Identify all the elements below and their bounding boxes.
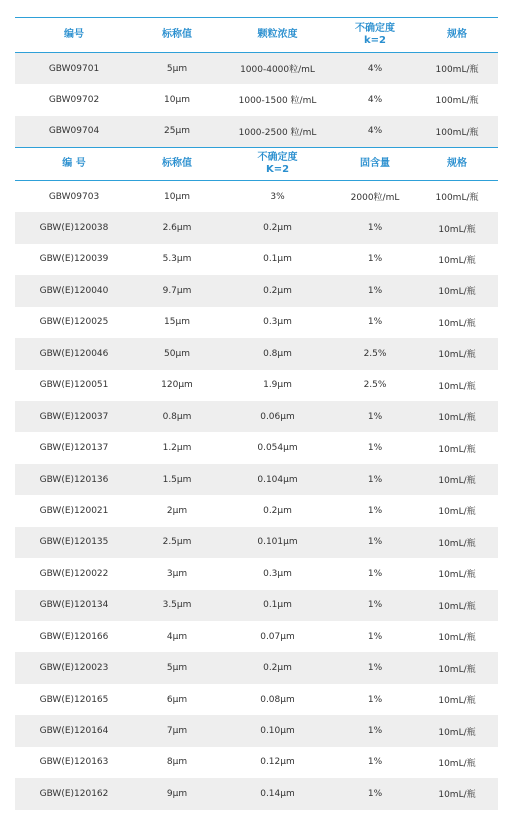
table-row — [15, 652, 498, 683]
cell-nominal: 5.3μm — [162, 254, 192, 265]
cell-nominal: 2.6μm — [162, 223, 192, 234]
cell-spec: 10mL/瓶 — [438, 476, 476, 487]
cell-nominal: 3.5μm — [162, 600, 192, 611]
table-row — [15, 181, 498, 212]
cell-col4: 1% — [367, 285, 383, 296]
cell-col4: 2.5% — [363, 380, 387, 391]
cell-col4: 1% — [367, 568, 383, 579]
cell-nominal: 0.8μm — [162, 411, 192, 422]
cell-col4: 4% — [367, 126, 383, 137]
table-row — [15, 116, 498, 147]
cell-spec: 10mL/瓶 — [438, 444, 476, 455]
cell-col4: 2.5% — [363, 348, 387, 359]
header-code: 编号 — [64, 29, 84, 40]
cell-code: GBW(E)120023 — [39, 663, 109, 674]
cell-code: GBW(E)120163 — [39, 757, 109, 768]
cell-spec: 10mL/瓶 — [438, 601, 476, 612]
table-row — [15, 212, 498, 243]
cell-code: GBW(E)120162 — [39, 788, 109, 799]
header-spec: 规格 — [447, 29, 467, 40]
cell-nominal: 15μm — [164, 317, 190, 328]
cell-nominal: 25μm — [164, 126, 190, 137]
cell-col3: 0.8μm — [263, 348, 292, 359]
cell-col4: 1% — [367, 411, 383, 422]
table-row — [15, 715, 498, 746]
cell-col3: 0.2μm — [263, 223, 292, 234]
cell-code: GBW(E)120134 — [39, 600, 109, 611]
table-row — [15, 747, 498, 778]
cell-nominal: 7μm — [166, 726, 188, 737]
cell-col4: 1% — [367, 223, 383, 234]
table-row — [15, 370, 498, 401]
cell-col3: 0.1μm — [263, 254, 292, 265]
cell-col3: 0.10μm — [260, 726, 295, 737]
cell-col3: 0.054μm — [257, 443, 298, 454]
header-spec: 规格 — [447, 157, 467, 169]
cell-col3: 0.2μm — [263, 285, 292, 296]
cell-spec: 10mL/瓶 — [438, 318, 476, 329]
cell-col3: 0.2μm — [263, 663, 292, 674]
table-row — [15, 432, 498, 463]
cell-spec: 100mL/瓶 — [435, 193, 479, 204]
cell-col4: 1% — [367, 254, 383, 265]
cell-col3: 1.9μm — [263, 380, 292, 391]
table-row — [15, 527, 498, 558]
cell-spec: 10mL/瓶 — [438, 413, 476, 424]
cell-nominal: 1.5μm — [162, 474, 192, 485]
cell-col3: 0.101μm — [257, 537, 298, 548]
header-concentration: 颗粒浓度 — [257, 29, 298, 40]
table-row — [15, 307, 498, 338]
cell-spec: 100mL/瓶 — [435, 65, 479, 76]
table-row — [15, 590, 498, 621]
cell-code: GBW(E)120164 — [39, 726, 109, 737]
cell-nominal: 9.7μm — [162, 285, 192, 296]
cell-nominal: 120μm — [161, 380, 193, 391]
cell-col3: 0.08μm — [260, 694, 295, 705]
cell-code: GBW(E)120037 — [39, 411, 109, 422]
cell-code: GBW09703 — [48, 191, 100, 202]
cell-code: GBW(E)120165 — [39, 694, 109, 705]
table-row — [15, 275, 498, 306]
cell-col3: 0.07μm — [260, 631, 295, 642]
cell-spec: 10mL/瓶 — [438, 790, 476, 801]
cell-col4: 1% — [367, 788, 383, 799]
table-row — [15, 778, 498, 809]
cell-code: GBW(E)120022 — [39, 568, 109, 579]
cell-spec: 10mL/瓶 — [438, 727, 476, 738]
cell-spec: 10mL/瓶 — [438, 224, 476, 235]
cell-col3: 1000-1500 粒/mL — [238, 96, 317, 107]
cell-col3: 0.12μm — [260, 757, 295, 768]
cell-code: GBW(E)120137 — [39, 443, 109, 454]
cell-code: GBW(E)120051 — [39, 380, 109, 391]
cell-spec: 10mL/瓶 — [438, 758, 476, 769]
cell-nominal: 9μm — [166, 788, 188, 799]
cell-nominal: 4μm — [166, 631, 188, 642]
cell-spec: 10mL/瓶 — [438, 538, 476, 549]
header-nominal: 标称值 — [162, 29, 192, 40]
cell-col4: 1% — [367, 663, 383, 674]
cell-col4: 1% — [367, 694, 383, 705]
cell-code: GBW(E)120166 — [39, 631, 109, 642]
header-uncertainty-label: 不确定度 — [257, 151, 298, 163]
cell-col4: 4% — [367, 63, 383, 74]
cell-nominal: 1.2μm — [162, 443, 192, 454]
table2-body — [15, 181, 498, 810]
table-row — [15, 684, 498, 715]
cell-nominal: 50μm — [164, 348, 190, 359]
header-uncertainty-label: 不确定度 — [355, 23, 395, 34]
cell-nominal: 10μm — [164, 191, 190, 202]
cell-col3: 3% — [270, 191, 285, 202]
cell-code: GBW(E)120038 — [39, 223, 109, 234]
cell-code: GBW(E)120040 — [39, 285, 109, 296]
table-row — [15, 558, 498, 589]
table-row — [15, 84, 498, 115]
cell-col4: 1% — [367, 443, 383, 454]
table-row — [15, 464, 498, 495]
cell-col4: 4% — [367, 94, 383, 105]
cell-code: GBW(E)120025 — [39, 317, 109, 328]
cell-nominal: 2μm — [166, 505, 188, 516]
cell-nominal: 8μm — [166, 757, 188, 768]
cell-col3: 0.14μm — [260, 788, 295, 799]
cell-code: GBW09701 — [48, 63, 100, 74]
cell-col3: 0.1μm — [263, 600, 292, 611]
table1-header — [15, 17, 498, 53]
cell-nominal: 5μm — [166, 663, 188, 674]
cell-code: GBW(E)120135 — [39, 537, 109, 548]
cell-code: GBW(E)120039 — [39, 254, 109, 265]
cell-col3: 0.3μm — [263, 568, 292, 579]
cell-col4: 1% — [367, 726, 383, 737]
cell-nominal: 10μm — [164, 94, 190, 105]
cell-spec: 10mL/瓶 — [438, 255, 476, 266]
header-uncertainty — [334, 23, 416, 47]
cell-code: GBW(E)120046 — [39, 348, 109, 359]
cell-spec: 100mL/瓶 — [435, 127, 479, 138]
cell-spec: 10mL/瓶 — [438, 696, 476, 707]
cell-nominal: 5μm — [166, 63, 188, 74]
cell-code: GBW09704 — [48, 126, 100, 137]
cell-spec: 10mL/瓶 — [438, 570, 476, 581]
cell-spec: 10mL/瓶 — [438, 664, 476, 675]
cell-nominal: 2.5μm — [162, 537, 192, 548]
header-uncertainty — [221, 152, 334, 176]
cell-col3: 0.104μm — [257, 474, 298, 485]
cell-code: GBW(E)120136 — [39, 474, 109, 485]
cell-col4: 1% — [367, 537, 383, 548]
cell-spec: 10mL/瓶 — [438, 350, 476, 361]
cell-spec: 10mL/瓶 — [438, 287, 476, 298]
cell-nominal: 3μm — [166, 568, 188, 579]
cell-col3: 1000-2500 粒/mL — [238, 127, 317, 138]
header-solid-content: 固含量 — [360, 157, 390, 169]
cell-col3: 0.06μm — [260, 411, 295, 422]
cell-col3: 1000-4000粒/mL — [240, 65, 315, 76]
header-uncertainty-k: K=2 — [265, 163, 290, 175]
header-uncertainty-k: k=2 — [364, 35, 386, 46]
cell-spec: 10mL/瓶 — [438, 507, 476, 518]
cell-col4: 1% — [367, 317, 383, 328]
table1-body — [15, 53, 498, 147]
cell-spec: 10mL/瓶 — [438, 633, 476, 644]
cell-spec: 100mL/瓶 — [435, 96, 479, 107]
table-row — [15, 53, 498, 84]
cell-col4: 1% — [367, 757, 383, 768]
cell-code: GBW09702 — [48, 94, 100, 105]
cell-col3: 0.3μm — [263, 317, 292, 328]
table-row — [15, 338, 498, 369]
cell-code: GBW(E)120021 — [39, 505, 109, 516]
cell-col4: 1% — [367, 631, 383, 642]
cell-col4: 2000粒/mL — [350, 193, 400, 204]
table-row — [15, 401, 498, 432]
cell-spec: 10mL/瓶 — [438, 381, 476, 392]
cell-col4: 1% — [367, 505, 383, 516]
header-nominal: 标称值 — [162, 157, 192, 169]
cell-col4: 1% — [367, 474, 383, 485]
cell-col4: 1% — [367, 600, 383, 611]
header-code: 编 号 — [62, 157, 86, 169]
table2-header — [15, 147, 498, 181]
spec-tables — [15, 17, 498, 810]
table-row — [15, 244, 498, 275]
cell-col3: 0.2μm — [263, 505, 292, 516]
cell-nominal: 6μm — [166, 694, 188, 705]
table-row — [15, 621, 498, 652]
table-row — [15, 495, 498, 526]
